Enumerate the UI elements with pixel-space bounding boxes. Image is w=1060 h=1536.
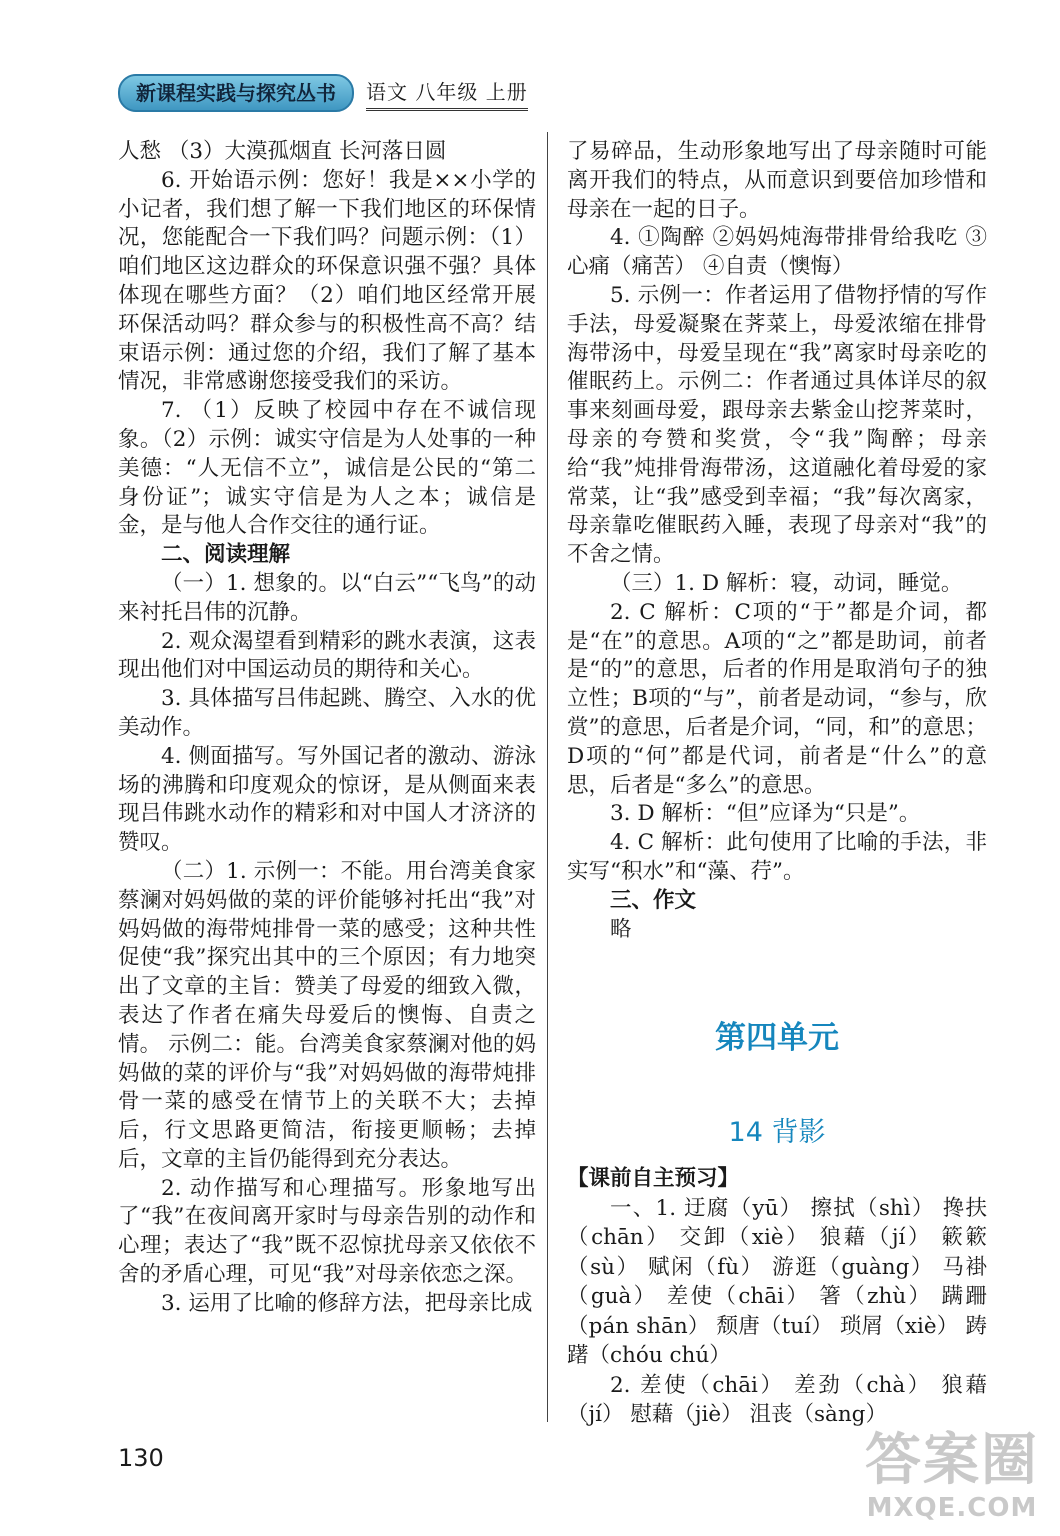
section-heading: 三、作文 [610,887,697,913]
answer-paragraph: 一、1. 迂腐（yū） 擦拭（shì） 搀扶（chān） 交卸（xiè） 狼藉（jí） 簌簌（sù） 赋闲（fù） 游逛（guàng） 马褂（guà） 差使（chāi） 箸（zhù） 蹒跚（pán shān） 颓唐（tuí） 琐屑（xiè） 踌躇（chóu chú） [567,1195,987,1368]
answer-paragraph: 了易碎品，生动形象地写出了母亲随时可能离开我们的特点，从而意识到要倍加珍惜和母亲在一起的日子。 [567,139,987,222]
watermark-url: MXQE.COM [866,1493,1038,1523]
answer-paragraph: 6. 开始语示例：您好！我是××小学的小记者，我们想了解一下我们地区的环保情况，您能配合一下我们吗？问题示例：（1）咱们地区这边群众的环保意识强不强？具体体现在哪些方面？（2）咱们地区经常开展环保活动吗？群众参与的积极性高不高？结束语示例：通过您的介绍，我们了解了基本情况，非常感谢您接受我们的采访。 [118,167,536,395]
watermark-logo [862,1428,1042,1528]
answer-paragraph: 7. （1）反映了校园中存在不诚信现象。（2）示例：诚实守信是为人处事的一种美德：“人无信不立”，诚信是公民的“第二身份证”；诚实守信是为人之本；诚信是金，是与他人合作交往的通行证。 [118,398,536,539]
answer-paragraph: （二）1. 示例一：不能。用台湾美食家蔡澜对妈妈做的菜的评价能够衬托出“我”对妈妈做的海带炖排骨一菜的感受；这种共性促使“我”探究出其中的三个原因；有力地突出了文章的主旨：赞美了母爱的细致入微，表达了作者在痛失母爱后的懊悔、自责之情。 示例二：能。台湾美食家蔡澜对他的妈妈做的菜的评价与“我”对妈妈做的海带炖排骨一菜的感受在情节上的关联不大；去掉后，行文思路更简洁，衔接更顺畅；去掉后，文章的主旨仍能得到充分表达。 [118,858,536,1172]
answer-paragraph: 4. 侧面描写。写外国记者的激动、游泳场的沸腾和印度观众的惊讶，是从侧面来表现吕伟跳水动作的精彩和对中国人才济济的赞叹。 [118,743,536,856]
answer-paragraph: 2. 差使（chāi） 差劲（chà） 狼藉（jí） 慰藉（jiè） 沮丧（sàng） [567,1372,987,1427]
column-divider [547,132,548,1422]
answer-paragraph: 人愁 （3）大漠孤烟直 长河落日圆 [118,139,447,164]
answer-paragraph: 3. 运用了比喻的修辞方法，把母亲比成 [161,1290,533,1316]
answer-paragraph: （三）1. D 解析：寝，动词，睡觉。 [610,570,963,596]
page-header [118,74,528,112]
series-title-badge: 新课程实践与探究丛书 [118,74,354,112]
answer-paragraph: 2. C 解析：C项的“于”都是介词，都是“在”的意思。A项的“之”都是助词，前者是“的”的意思，后者的作用是取消句子的独立性；B项的“与”，前者是动词，“参与，欣赏”的意思，后者是介词，“同，和”的意思；D项的“何”都是代词，前者是“什么”的意思，后者是“多么”的意思。 [567,599,987,798]
preview-section [567,1164,987,1430]
answer-paragraph: 2. 观众渴望看到精彩的跳水表演，这表现出他们对中国运动员的期待和关心。 [118,628,536,683]
answer-paragraph: 3. 具体描写吕伟起跳、腾空、入水的优美动作。 [118,686,536,740]
unit-title: 第四单元 [715,1020,839,1056]
left-column [118,138,536,1319]
answer-paragraph: 2. 动作描写和心理描写。形象地写出了“我”在夜间离开家时与母亲告别的动作和心理；表达了“我”既不忍惊扰母亲又依依不舍的矛盾心理，可见“我”对母亲依恋之深。 [118,1175,536,1288]
section-heading: 【课前自主预习】 [567,1166,740,1191]
right-column [567,138,987,944]
answer-paragraph: 略 [610,916,632,942]
section-heading: 二、阅读理解 [161,542,291,568]
watermark-text: 答案圈 [865,1428,1039,1493]
subject-label: 语文 八年级 上册 [366,76,528,111]
page-number: 130 [118,1444,164,1472]
answer-paragraph: 4. C 解析：此句使用了比喻的手法，非实写“积水”和“藻、荇”。 [567,830,987,884]
answer-paragraph: 3. D 解析：“但”应译为“只是”。 [610,801,921,827]
answer-paragraph: （一）1. 想象的。以“白云”“飞鸟”的动来衬托吕伟的沉静。 [118,570,536,625]
answer-paragraph: 4. ①陶醉 ②妈妈炖海带排骨给我吃 ③心痛（痛苦） ④自责（懊悔） [567,225,987,280]
lesson-title: 14 背影 [728,1117,826,1148]
answer-paragraph: 5. 示例一：作者运用了借物抒情的写作手法，母爱凝聚在荠菜上，母爱浓缩在排骨海带汤中，母爱呈现在“我”离家时母亲吃的催眠药上。示例二：作者通过具体详尽的叙事来刻画母爱，跟母亲去紫金山挖荠菜时，母亲的夸赞和奖赏，令“我”陶醉；母亲给“我”炖排骨海带汤，这道融化着母爱的家常菜，让“我”感受到幸福；“我”每次离家，母亲靠吃催眠药入睡，表现了母亲对“我”的不舍之情。 [567,282,987,568]
